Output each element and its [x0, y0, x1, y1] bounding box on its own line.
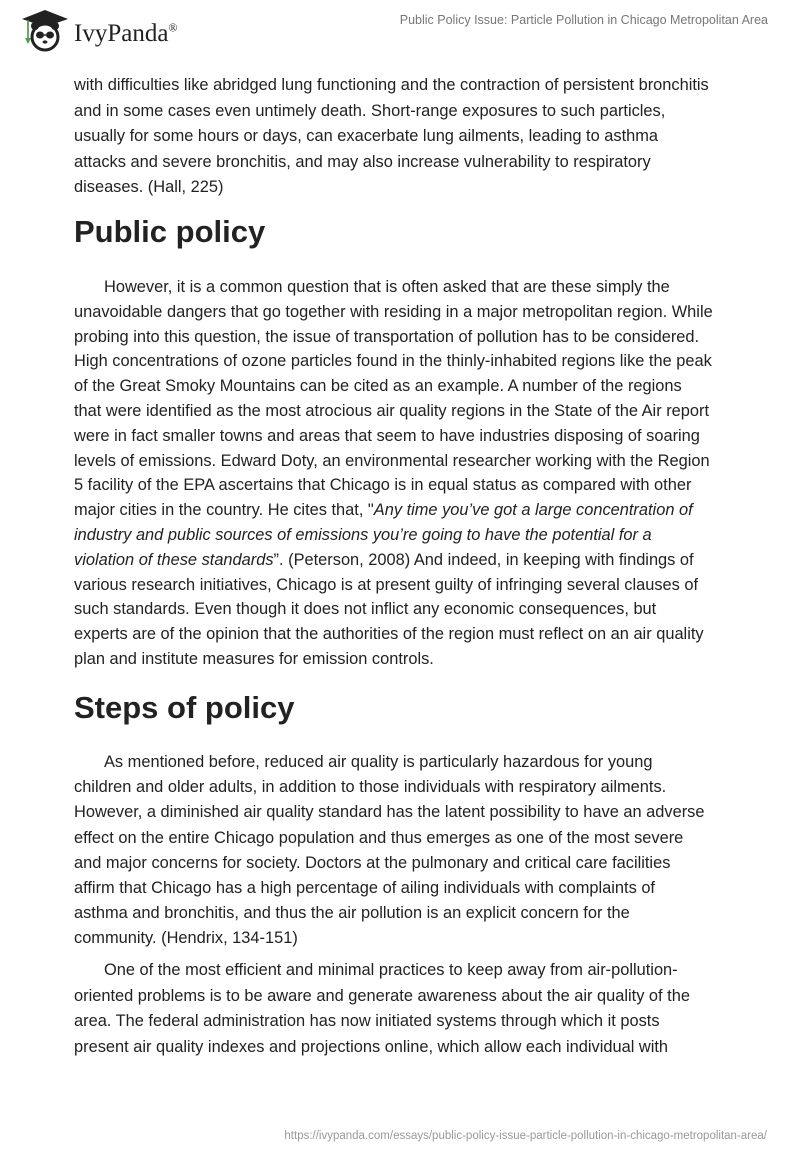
body-text: As mentioned before, reduced air quality is particularly hazardous for young [104, 753, 653, 771]
body-text: and in some cases even untimely death. Short-range exposures to such particles, [74, 101, 666, 120]
paragraph-2-line [74, 401, 709, 421]
paragraph-1-line [74, 177, 223, 197]
brand-text: IvyPanda [74, 20, 169, 47]
body-text: levels of emissions. Edward Doty, an environmental researcher working with the Region [74, 451, 710, 470]
body-text: plan and institute measures for emission controls. [74, 650, 434, 668]
footer-url[interactable]: https://ivypanda.com/essays/public-policy-issue-particle-pollution-in-chicago-metropolitan-area/ [284, 1130, 767, 1142]
body-text: and major concerns for society. Doctors at the pulmonary and critical care facilities [74, 853, 671, 872]
paragraph-3-line [74, 777, 666, 797]
body-text: However, a diminished air quality standard has the latent possibility to have an adverse [74, 803, 705, 822]
body-text: diseases. (Hall, 225) [74, 178, 224, 196]
paragraph-2-line [74, 624, 704, 644]
body-text: attacks and severe bronchitis, and may also increase vulnerability to respiratory [74, 152, 651, 171]
body-text: ”. (Peterson, 2008) And indeed, in keeping with findings of [273, 550, 694, 569]
body-text: High concentrations of ozone particles found in the thinly-inhabited regions like the peak [74, 352, 712, 371]
paragraph-2-line [104, 277, 670, 297]
body-text: oriented problems is to be aware and generate awareness about the air quality of the [74, 986, 690, 1005]
body-text: with difficulties like abridged lung functioning and the contraction of persistent bronchitis [74, 76, 709, 94]
paragraph-2-line [74, 649, 434, 669]
quote-text: Any time you’ve got a large concentration of [373, 501, 693, 520]
ivypanda-logo[interactable] [20, 8, 178, 52]
body-text: present air quality indexes and projections online, which allow each individual with [74, 1037, 669, 1056]
paragraph-3-line [74, 828, 683, 848]
document-title: Public Policy Issue: Particle Pollution in Chicago Metropolitan Area [399, 13, 768, 27]
paragraph-2-line [74, 426, 700, 446]
body-text: One of the most efficient and minimal practices to keep away from air-pollution- [104, 961, 678, 979]
body-text: affirm that Chicago has a high percentage of ailing individuals with complaints of [74, 879, 655, 897]
quote-text: industry and public sources of emissions you’re going to have the potential for a [74, 526, 652, 544]
body-text: However, it is a common question that is often asked that are these simply the [104, 278, 670, 296]
body-text: that were identified as the most atrocious air quality regions in the State of the Air report [74, 402, 710, 420]
body-text: various research initiatives, Chicago is at present guilty of infringing several clauses of [74, 575, 699, 594]
paragraph-3-line [74, 853, 670, 873]
body-text: effect on the entire Chicago population and thus emerges as one of the most severe [74, 828, 684, 847]
heading-public-policy: Public policy [74, 214, 266, 249]
paragraph-2-line [74, 550, 694, 570]
registered-mark: ® [168, 20, 178, 35]
paragraph-3-line [104, 752, 652, 772]
paragraph-2-line [74, 575, 698, 595]
body-text: major cities in the country. He cites that, " [74, 501, 374, 520]
body-text: area. The federal administration has now initiated systems through which it posts [74, 1012, 660, 1030]
paragraph-2-line [74, 302, 713, 322]
paragraph-3-line [74, 928, 298, 948]
body-text: probing into this question, the issue of transportation of pollution has to be considered. [74, 327, 700, 346]
paragraph-2-line [74, 351, 712, 371]
body-text: unavoidable dangers that go together with residing in a major metropolitan region. While [74, 302, 713, 321]
panda-graduate-icon [20, 8, 70, 52]
body-text: 5 facility of the EPA ascertains that Chicago is in equal status as compared with other [74, 476, 692, 495]
paragraph-2-line [74, 599, 656, 619]
paragraph-4-line [74, 986, 690, 1006]
body-text: usually for some hours or days, can exacerbate lung ailments, leading to asthma [74, 127, 659, 145]
paragraph-1-line [74, 101, 665, 121]
paragraph-1-line [74, 126, 658, 146]
paragraph-2-line [74, 376, 682, 396]
paragraph-3-line [74, 878, 655, 898]
body-text: community. (Hendrix, 134-151) [74, 929, 298, 948]
paragraph-4-line [74, 1037, 668, 1057]
paragraph-2-line [74, 525, 652, 545]
paragraph-4-line [104, 960, 678, 980]
paragraph-2-line [74, 475, 691, 495]
paragraph-3-line [74, 802, 705, 822]
body-text: asthma and bronchitis, and thus the air pollution is an explicit concern for the [74, 904, 630, 923]
body-text: children and older adults, in addition to those individuals with respiratory ailments. [74, 778, 667, 797]
paragraph-2-line [74, 327, 699, 347]
paragraph-4-line [74, 1011, 660, 1031]
quote-text: violation of these standards [74, 550, 274, 569]
brand-name [74, 20, 178, 48]
paragraph-1-line [74, 75, 709, 95]
heading-steps-of-policy: Steps of policy [74, 690, 295, 725]
paragraph-3-line [74, 903, 630, 923]
paragraph-2-line [74, 500, 693, 520]
body-text: of the Great Smoky Mountains can be cited as an example. A number of the regions [74, 377, 682, 396]
body-text: such standards. Even though it does not inflict any economic consequences, but [74, 600, 657, 619]
paragraph-1-line [74, 152, 651, 172]
body-text: were in fact smaller towns and areas that seem to have industries disposing of soaring [74, 426, 700, 445]
body-text: experts are of the opinion that the authorities of the region must reflect on an air quality [74, 625, 704, 644]
paragraph-2-line [74, 451, 710, 471]
